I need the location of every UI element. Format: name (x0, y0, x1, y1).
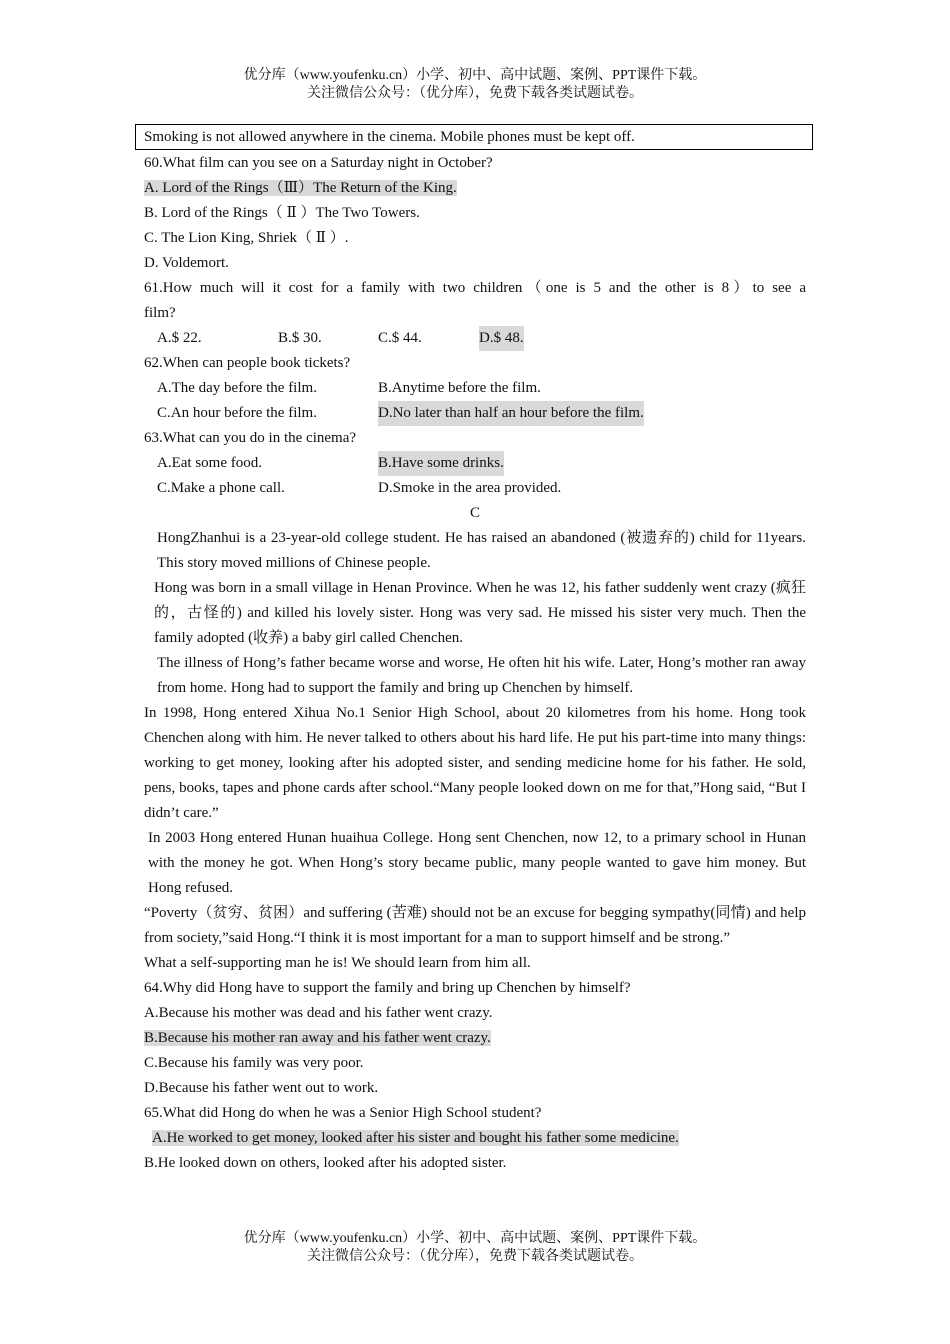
q62-option-c: C.An hour before the film. (157, 405, 317, 421)
passage-paragraph-1: HongZhanhui is a 23-year-old college student. He has raised an abandoned (被遗弃的) child for 11years. This story moved millions of Chinese people. (157, 530, 806, 571)
cinema-notice-box: Smoking is not allowed anywhere in the cinema. Mobile phones must be kept off. (135, 124, 813, 150)
q60-option-d: D. Voldemort. (144, 255, 229, 271)
passage-paragraph-5: In 2003 Hong entered Hunan huaihua College. Hong sent Chenchen, now 12, to a primary school in Hunan with the money he got. When Hong’s story became public, many people wanted to gave him money. But Hong refused. (148, 830, 806, 896)
page-footer (0, 1230, 950, 1266)
q61-option-a: A.$ 22. (157, 330, 202, 346)
q64-option-a: A.Because his mother was dead and his father went crazy. (144, 1005, 493, 1021)
passage-paragraph-6: “Poverty（贫穷、贫困）and suffering (苦难) should not be an excuse for begging sympathy(同情) and help from society,”said Hong.“I think it is most important for a man to support himself and be strong.” (144, 905, 806, 946)
q65-question: 65.What did Hong do when he was a Senior High School student? (144, 1105, 542, 1121)
q61-options (144, 326, 806, 351)
q63-option-d: D.Smoke in the area provided. (378, 480, 562, 496)
q60-option-a: A. Lord of the Rings（Ⅲ）The Return of the King. (144, 180, 457, 196)
section-label: C (469, 505, 480, 521)
q63-options-row-1 (144, 451, 806, 476)
q62-option-a: A.The day before the film. (157, 380, 317, 396)
q60-option-b: B. Lord of the Rings（ Ⅱ ）The Two Towers. (144, 205, 420, 221)
passage-paragraph-3: The illness of Hong’s father became worse and worse, He often hit his wife. Later, Hong’s mother ran away from home. Hong had to support the family and bring up Chenchen by himself. (157, 655, 806, 696)
passage-paragraph-2: Hong was born in a small village in Henan Province. When he was 12, his father suddenly went crazy (疯狂的，古怪的) and killed his lovely sister. Hong was very sad. He missed his sister very much. Then the family adopted (收养) a baby girl called Chenchen. (154, 580, 806, 646)
q61-question-line-1: 61.How much will it cost for a family with two children（one is 5 and the other is 8）to see a (144, 280, 806, 296)
header-line-2: 关注微信公众号：（优分库），免费下载各类试题试卷。 (307, 86, 643, 101)
q65-option-a: A.He worked to get money, looked after his sister and bought his father some medicine. (152, 1130, 679, 1146)
q63-option-a: A.Eat some food. (157, 455, 262, 471)
q63-option-b: B.Have some drinks. (378, 451, 504, 476)
q60-option-c: C. The Lion King, Shriek（ Ⅱ ）. (144, 230, 349, 246)
q64-option-c: C.Because his family was very poor. (144, 1055, 364, 1071)
q62-option-d: D.No later than half an hour before the film. (378, 401, 644, 426)
header-line-1: 优分库（www.youfenku.cn）小学、初中、高中试题、案例、PPT课件下载。 (243, 68, 707, 83)
q62-options-row-2 (144, 401, 806, 426)
q61-option-b: B.$ 30. (278, 330, 322, 346)
q64-option-d: D.Because his father went out to work. (144, 1080, 379, 1096)
q60-question: 60.What film can you see on a Saturday night in October? (144, 155, 493, 171)
page-header (0, 67, 950, 103)
q63-option-c: C.Make a phone call. (157, 480, 285, 496)
q61-option-d: D.$ 48. (479, 326, 524, 351)
q64-question: 64.Why did Hong have to support the family and bring up Chenchen by himself? (144, 980, 631, 996)
q61-option-c: C.$ 44. (378, 330, 422, 346)
q63-question: 63.What can you do in the cinema? (144, 430, 357, 446)
q64-option-b: B.Because his mother ran away and his father went crazy. (144, 1030, 491, 1046)
footer-line-2: 关注微信公众号：（优分库），免费下载各类试题试卷。 (307, 1249, 643, 1264)
document-body (144, 124, 806, 1176)
passage-paragraph-7: What a self-supporting man he is! We should learn from him all. (144, 955, 531, 971)
passage-paragraph-4: In 1998, Hong entered Xihua No.1 Senior High School, about 20 kilometres from his home. Hong took Chenchen along with him. He never talked to others about his hard life. He put his part-time into many things: working to get money, looking after his adopted sister, and sending medicine home for his father. He sold, pens, books, tapes and phone cards after school.“Many people looked down on me for that,”Hong said, “But I didn’t care.” (144, 705, 806, 821)
footer-line-1: 优分库（www.youfenku.cn）小学、初中、高中试题、案例、PPT课件下载。 (243, 1231, 707, 1246)
q62-options-row-1 (144, 376, 806, 401)
q63-options-row-2 (144, 476, 806, 501)
q65-option-b: B.He looked down on others, looked after his adopted sister. (144, 1155, 507, 1171)
q62-question: 62.When can people book tickets? (144, 355, 351, 371)
q62-option-b: B.Anytime before the film. (378, 380, 541, 396)
q61-question-line-2: film? (144, 305, 176, 321)
